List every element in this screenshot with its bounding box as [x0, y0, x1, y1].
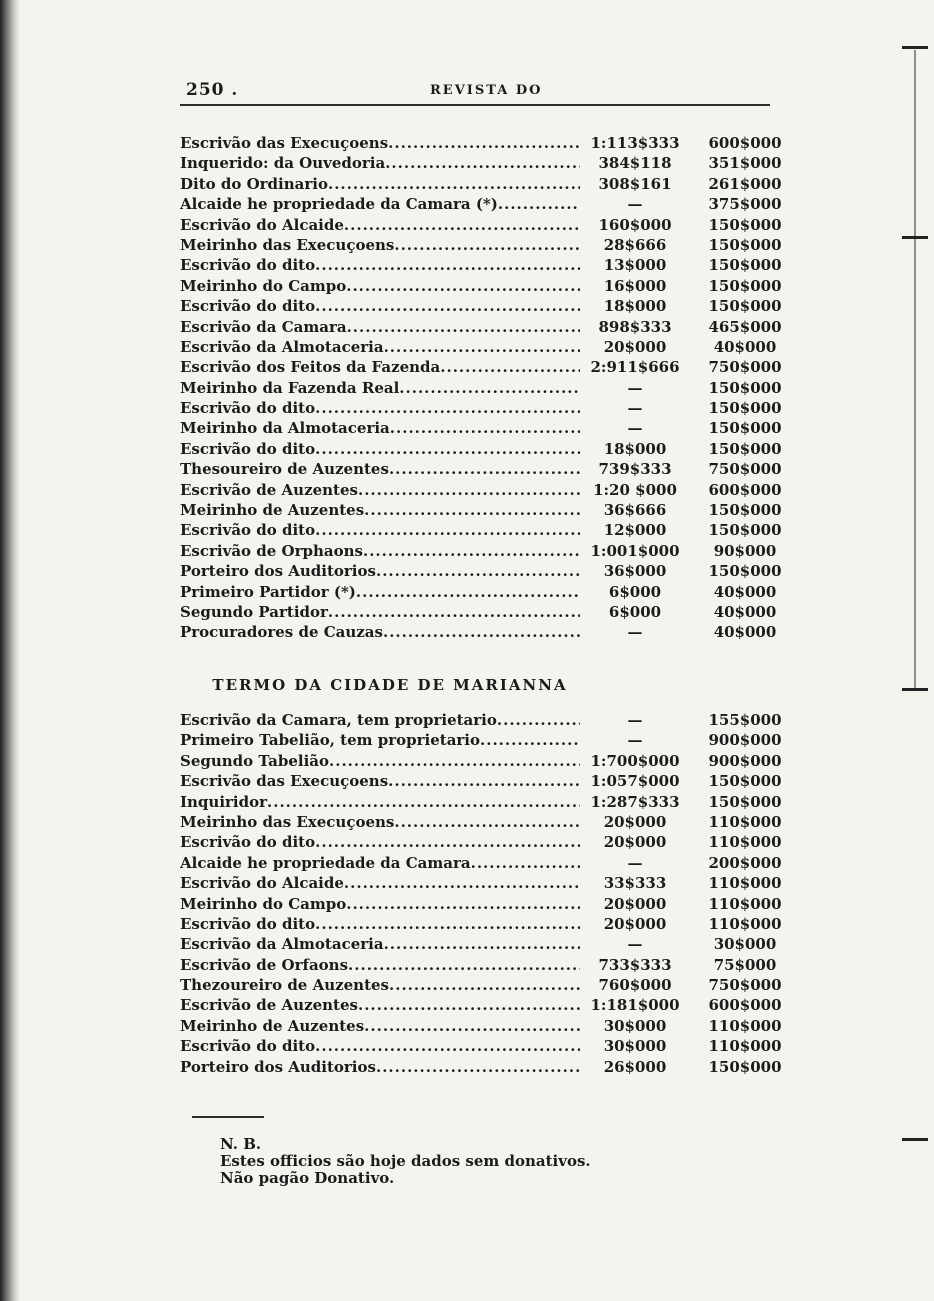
office-label: Escrivão de Orfaons .....	[180, 955, 580, 975]
table-row	[180, 459, 800, 479]
table-row	[180, 153, 800, 173]
value-col2: 150$000	[708, 439, 782, 458]
value-col1: 6$000	[608, 582, 662, 601]
value-col1: 36$666	[603, 501, 667, 520]
table-row	[180, 792, 800, 812]
margin-marks	[880, 40, 934, 1190]
office-label: Porteiro dos Auditorios .....	[180, 1057, 580, 1077]
section-title-marianna: TERMO DA CIDADE DE MARIANNA	[212, 676, 568, 694]
value-col1: 33$333	[603, 874, 667, 893]
office-label: Meirinho da Fazenda Real .....	[180, 378, 580, 398]
office-label: Meirinho das Execuçoens .....	[180, 235, 580, 255]
office-label: Escrivão da Camara, tem proprietario .....	[180, 710, 580, 730]
table-row	[180, 751, 800, 771]
office-label: Segundo Partidor .....	[180, 602, 580, 622]
table-row	[180, 296, 800, 316]
offices-table-marianna	[180, 710, 800, 1077]
office-label: Escrivão da Camara .....	[180, 317, 580, 337]
table-row	[180, 914, 800, 934]
office-label: Escrivão da Almotaceria .....	[180, 934, 580, 954]
office-label: Procuradores de Cauzas .....	[180, 622, 580, 642]
value-col2: 150$000	[708, 1057, 782, 1076]
value-col1: 20$000	[603, 337, 667, 356]
table-row	[180, 480, 800, 500]
running-head: REVISTA DO	[430, 83, 543, 98]
value-col1: 384$118	[598, 154, 672, 173]
value-col1: —	[627, 935, 643, 954]
table-row	[180, 317, 800, 337]
value-col1: 1:057$000	[590, 772, 680, 791]
value-col1: 739$333	[598, 460, 672, 479]
value-col1: 30$000	[603, 1037, 667, 1056]
table-row	[180, 1057, 800, 1077]
office-label: Escrivão do dito .....	[180, 398, 580, 418]
value-col1: 1:287$333	[590, 792, 680, 811]
table-row	[180, 133, 800, 153]
office-label: Escrivão do dito .....	[180, 832, 580, 852]
value-col2: 150$000	[708, 215, 782, 234]
value-col1: 20$000	[603, 894, 667, 913]
office-label: Meirinho de Auzentes .....	[180, 500, 580, 520]
value-col2: 600$000	[708, 996, 782, 1015]
table-row	[180, 357, 800, 377]
value-col1: 16$000	[603, 276, 667, 295]
page-number: 250 .	[186, 80, 239, 100]
office-label: Thesoureiro de Auzentes .....	[180, 459, 580, 479]
value-col1: 26$000	[603, 1057, 667, 1076]
value-col1: 2:911$666	[590, 358, 680, 377]
value-col2: 150$000	[708, 501, 782, 520]
value-col2: 110$000	[708, 1037, 782, 1056]
office-label: Meirinho das Execuçoens .....	[180, 812, 580, 832]
value-col2: 110$000	[708, 874, 782, 893]
value-col2: 110$000	[708, 833, 782, 852]
office-label: Meirinho da Almotaceria .....	[180, 418, 580, 438]
value-col1: 30$000	[603, 1016, 667, 1035]
value-col1: 1:20 $000	[593, 480, 677, 499]
table-row	[180, 975, 800, 995]
value-col1: 13$000	[603, 256, 667, 275]
value-col2: 110$000	[708, 1016, 782, 1035]
office-label: Alcaide he propriedade da Camara .....	[180, 853, 580, 873]
table-row	[180, 602, 800, 622]
value-col1: 28$666	[603, 235, 667, 254]
office-label: Escrivão de Auzentes .....	[180, 480, 580, 500]
value-col2: 40$000	[713, 582, 777, 601]
office-label: Inquerido: da Ouvedoria .....	[180, 153, 580, 173]
value-col1: —	[627, 853, 643, 872]
value-col2: 150$000	[708, 521, 782, 540]
office-label: Meirinho do Campo .....	[180, 276, 580, 296]
office-label: Escrivão do dito .....	[180, 296, 580, 316]
value-col1: 1:700$000	[590, 751, 680, 770]
footnote-line: Estes officios são hoje dados sem donativos.	[220, 1152, 591, 1170]
table-row	[180, 771, 800, 791]
table-row	[180, 520, 800, 540]
table-row	[180, 500, 800, 520]
value-col2: 150$000	[708, 399, 782, 418]
value-col2: 30$000	[713, 935, 777, 954]
table-row	[180, 541, 800, 561]
table-row	[180, 853, 800, 873]
value-col2: 40$000	[713, 623, 777, 642]
office-label: Escrivão do dito .....	[180, 1036, 580, 1056]
table-row	[180, 955, 800, 975]
value-col1: 733$333	[598, 955, 672, 974]
office-label: Escrivão das Execuçoens .....	[180, 133, 580, 153]
value-col1: 898$333	[598, 317, 672, 336]
value-col2: 900$000	[708, 751, 782, 770]
value-col1: —	[627, 378, 643, 397]
office-label: Primeiro Partidor (*) .....	[180, 582, 580, 602]
table-row	[180, 398, 800, 418]
value-col2: 40$000	[713, 337, 777, 356]
value-col1: 160$000	[598, 215, 672, 234]
value-col2: 150$000	[708, 419, 782, 438]
table-row	[180, 194, 800, 214]
value-col1: 1:113$333	[590, 134, 680, 152]
value-col2: 150$000	[708, 256, 782, 275]
scanned-page-edge	[0, 0, 20, 1301]
margin-tick	[902, 688, 928, 691]
table-row	[180, 894, 800, 914]
table-row	[180, 174, 800, 194]
value-col1: 20$000	[603, 812, 667, 831]
office-label: Segundo Tabelião .....	[180, 751, 580, 771]
office-label: Escrivão do dito .....	[180, 914, 580, 934]
value-col1: 18$000	[603, 297, 667, 316]
table-row	[180, 276, 800, 296]
office-label: Thezoureiro de Auzentes .....	[180, 975, 580, 995]
value-col1: —	[627, 419, 643, 438]
office-label: Escrivão de Auzentes .....	[180, 995, 580, 1015]
table-row	[180, 1036, 800, 1056]
table-row	[180, 873, 800, 893]
value-col2: 600$000	[708, 480, 782, 499]
value-col1: —	[627, 399, 643, 418]
table-row	[180, 418, 800, 438]
table-row	[180, 1016, 800, 1036]
value-col2: 155$000	[708, 711, 782, 729]
value-col2: 150$000	[708, 276, 782, 295]
table-row	[180, 215, 800, 235]
offices-table-city	[180, 133, 800, 643]
value-col2: 375$000	[708, 195, 782, 214]
office-label: Primeiro Tabelião, tem proprietario .....	[180, 730, 580, 750]
value-col2: 150$000	[708, 297, 782, 316]
table-row	[180, 832, 800, 852]
office-label: Escrivão do dito .....	[180, 439, 580, 459]
value-col2: 600$000	[708, 134, 782, 152]
value-col2: 110$000	[708, 812, 782, 831]
table-row	[180, 995, 800, 1015]
office-label: Meirinho do Campo .....	[180, 894, 580, 914]
table-row	[180, 730, 800, 750]
value-col1: 6$000	[608, 602, 662, 621]
office-label: Escrivão dos Feitos da Fazenda .....	[180, 357, 580, 377]
value-col2: 465$000	[708, 317, 782, 336]
value-col2: 90$000	[713, 541, 777, 560]
value-col1: —	[627, 623, 643, 642]
table-row	[180, 337, 800, 357]
value-col2: 110$000	[708, 894, 782, 913]
office-label: Meirinho de Auzentes .....	[180, 1016, 580, 1036]
footnote-heading: N. B.	[220, 1135, 262, 1153]
value-col1: 12$000	[603, 521, 667, 540]
footnote	[220, 1136, 591, 1187]
table-row	[180, 934, 800, 954]
value-col2: 150$000	[708, 378, 782, 397]
table-row	[180, 439, 800, 459]
value-col2: 200$000	[708, 853, 782, 872]
value-col2: 150$000	[708, 792, 782, 811]
value-col1: 760$000	[598, 976, 672, 995]
table-row	[180, 582, 800, 602]
value-col1: 20$000	[603, 833, 667, 852]
table-row	[180, 378, 800, 398]
value-col1: 20$000	[603, 914, 667, 933]
office-label: Inquiridor .....	[180, 792, 580, 812]
value-col1: 1:001$000	[590, 541, 680, 560]
office-label: Escrivão do Alcaide .....	[180, 215, 580, 235]
value-col2: 40$000	[713, 602, 777, 621]
value-col1: 1:181$000	[590, 996, 680, 1015]
footnote-line: Não pagão Donativo.	[220, 1169, 395, 1187]
value-col1: 308$161	[598, 174, 672, 193]
table-row	[180, 561, 800, 581]
office-label: Escrivão da Almotaceria .....	[180, 337, 580, 357]
value-col1: —	[627, 195, 643, 214]
margin-tick	[902, 236, 928, 239]
office-label: Escrivão de Orphaons .....	[180, 541, 580, 561]
value-col1: —	[627, 711, 643, 729]
value-col2: 150$000	[708, 235, 782, 254]
value-col2: 900$000	[708, 731, 782, 750]
value-col1: 36$000	[603, 562, 667, 581]
margin-line	[914, 50, 916, 690]
table-row	[180, 710, 800, 730]
value-col2: 75$000	[713, 955, 777, 974]
value-col2: 351$000	[708, 154, 782, 173]
table-row	[180, 812, 800, 832]
office-label: Dito do Ordinario .....	[180, 174, 580, 194]
office-label: Alcaide he propriedade da Camara (*) .....	[180, 194, 580, 214]
value-col1: 18$000	[603, 439, 667, 458]
office-label: Escrivão do dito .....	[180, 520, 580, 540]
value-col2: 750$000	[708, 460, 782, 479]
table-row	[180, 235, 800, 255]
office-label: Escrivão das Execuçoens .....	[180, 771, 580, 791]
footnote-rule	[192, 1116, 264, 1118]
value-col2: 110$000	[708, 914, 782, 933]
value-col2: 750$000	[708, 358, 782, 377]
value-col2: 261$000	[708, 174, 782, 193]
value-col2: 150$000	[708, 772, 782, 791]
value-col2: 150$000	[708, 562, 782, 581]
header-rule	[180, 104, 770, 106]
margin-tick	[902, 46, 928, 49]
table-row	[180, 255, 800, 275]
value-col2: 750$000	[708, 976, 782, 995]
office-label: Porteiro dos Auditorios .....	[180, 561, 580, 581]
office-label: Escrivão do dito .....	[180, 255, 580, 275]
table-row	[180, 622, 800, 642]
margin-tick	[902, 1138, 928, 1141]
value-col1: —	[627, 731, 643, 750]
office-label: Escrivão do Alcaide .....	[180, 873, 580, 893]
